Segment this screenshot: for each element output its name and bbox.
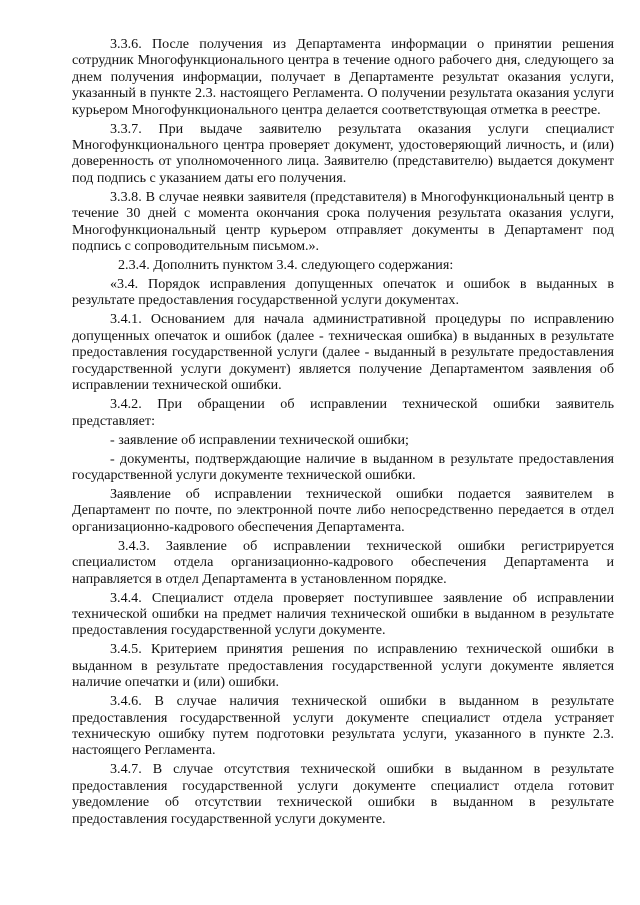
paragraph-3-4-1: 3.4.1. Основанием для начала административной процедуры по исправлению допущенных опечаток и ошибок (далее - техническая ошибка) в выданных в результате предоставления государственной услуги (далее - выданный в результате предоставления государственной услуги документ) является получение Департаментом заявления об исправлении технической ошибки.	[72, 311, 614, 394]
paragraph-3-4-7: 3.4.7. В случае отсутствия технической ошибки в выданном в результате предоставления государственной услуги документе специалист отдела готовит уведомление об отсутствии технической ошибки в выданном в результате предоставления государственной услуги документе.	[72, 761, 614, 827]
list-item-application: - заявление об исправлении технической ошибки;	[110, 431, 409, 448]
paragraph-3-3-6: 3.3.6. После получения из Департамента информации о принятии решения сотрудник Многофункционального центра в течение одного рабочего дня, следующего за днем получения информации, получает в Департаменте результат оказания услуги, указанный в пункте 2.3. настоящего Регламента. О получении результата оказания услуги курьером Многофункционального центра делается соответствующая отметка в реестре.	[72, 36, 614, 118]
paragraph-3-4-2: 3.4.2. При обращении об исправлении технической ошибки заявитель представляет:	[72, 396, 614, 429]
paragraph-3-3-8: 3.3.8. В случае неявки заявителя (представителя) в Многофункциональный центр в течение 30 дней с момента окончания срока получения результата оказания услуги, Многофункциональный центр курьером отправляет документы в Департамент под подпись с сопроводительным письмом.».	[72, 188, 614, 255]
paragraph-3-4-5: 3.4.5. Критерием принятия решения по исправлению технической ошибки в выданном в результате предоставления государственной услуги документе является наличие опечатки и (или) ошибки.	[72, 641, 614, 691]
paragraph-3-4-3: 3.4.3. Заявление об исправлении технической ошибки регистрируется специалистом отдела организационно-кадрового обеспечения Департамента и направляется в отдел Департамента в установленном порядке.	[72, 537, 614, 587]
paragraph-2-3-4: 2.3.4. Дополнить пунктом 3.4. следующего содержания:	[118, 257, 454, 274]
list-item-documents: - документы, подтверждающие наличие в выданном в результате предоставления государственной услуги документе технической ошибки.	[72, 450, 614, 483]
paragraph-3-3-7: 3.3.7. При выдаче заявителю результата оказания услуги специалист Многофункционального центра проверяет документ, удостоверяющий личность, и (или) доверенность от уполномоченного лица. Заявителю (представителю) выдается документ под подпись с указанием даты его получения.	[72, 120, 614, 186]
paragraph-3-4-4: 3.4.4. Специалист отдела проверяет поступившее заявление об исправлении технической ошибки на предмет наличия технической ошибки в выданном в результате предоставления государственной услуги документе.	[72, 589, 614, 639]
paragraph-3-4-heading: «3.4. Порядок исправления допущенных опечаток и ошибок в выданных в результате предоставления государственной услуги документах.	[72, 276, 614, 309]
paragraph-application-submission: Заявление об исправлении технической ошибки подается заявителем в Департамент по почте, по электронной почте либо непосредственно передается в отдел организационно-кадрового обеспечения Департамента.	[72, 485, 614, 535]
paragraph-3-4-6: 3.4.6. В случае наличия технической ошибки в выданном в результате предоставления государственной услуги документе специалист отдела устраняет техническую ошибку путем подготовки результата услуги, указанного в пункте 2.3. настоящего Регламента.	[72, 693, 614, 759]
